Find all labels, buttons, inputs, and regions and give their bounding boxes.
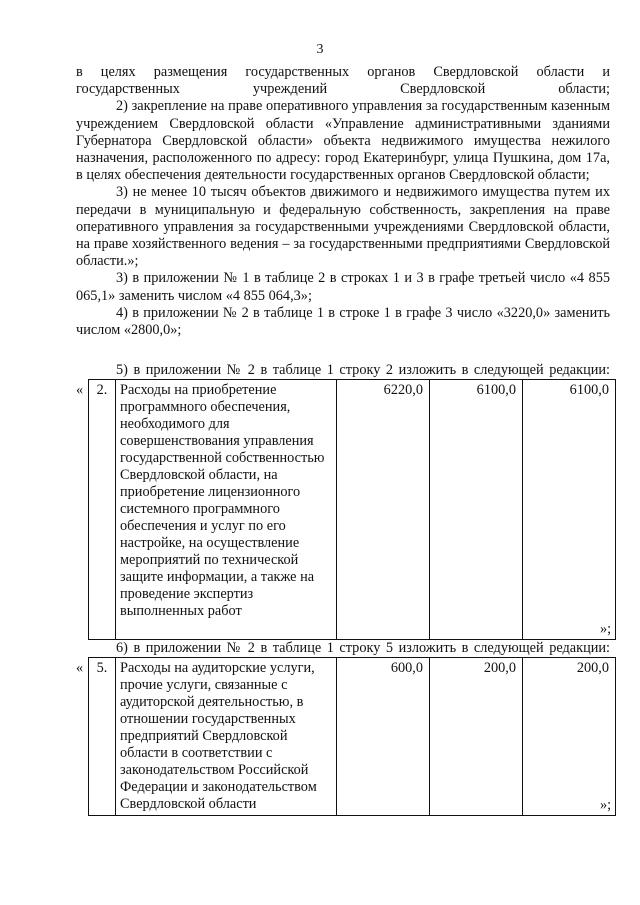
paragraph-4: 3) в приложении № 1 в таблице 2 в строках 1 и 3 в графе третьей число «4 855 065,1» заменить числом «4 855 064,3»;	[76, 270, 610, 304]
page-number: 3	[316, 42, 324, 57]
paragraph-3: 3) не менее 10 тысяч объектов движимого и недвижимого имущества путем их передачи в муниципальную и федеральную собственность, закрепления на праве оперативного управления за государственными учреждениями Свердловской области, на праве хозяйственного ведения – за государственными предприятиями Свердловской области.»;	[76, 184, 610, 270]
table-row-2	[88, 379, 616, 640]
row-value-3: 200,0	[523, 658, 616, 816]
close-quote-row-5: »;	[600, 797, 612, 813]
table-row	[89, 658, 616, 816]
item-6-intro: 6) в приложении № 2 в таблице 1 строку 5 изложить в следующей редакции:	[116, 640, 610, 656]
item-5-intro: 5) в приложении № 2 в таблице 1 строку 2 изложить в следующей редакции:	[116, 362, 610, 378]
paragraph-2: 2) закрепление на праве оперативного управления за государственным казенным учреждением Свердловской области «Управление административными зданиями Губернатора Свердловской области» объекта недвижимого имущества нежилого назначения, расположенного по адресу: город Екатеринбург, улица Пушкина, дом 17а, в целях обеспечения деятельности государственных органов Свердловской области;	[76, 98, 610, 184]
table-row	[89, 380, 616, 640]
open-quote-row-2: «	[76, 382, 84, 398]
paragraph-1: в целях размещения государственных органов Свердловской области и государственных учреждений Свердловской области;	[76, 64, 610, 98]
table-row-5	[88, 657, 616, 816]
open-quote-row-5: «	[76, 660, 84, 676]
row-value-2: 200,0	[430, 658, 523, 816]
row-value-1: 600,0	[337, 658, 430, 816]
row-number: 5.	[89, 658, 116, 816]
row-value-3: 6100,0	[523, 380, 616, 640]
row-number: 2.	[89, 380, 116, 640]
row-value-2: 6100,0	[430, 380, 523, 640]
paragraph-5: 4) в приложении № 2 в таблице 1 в строке 1 в графе 3 число «3220,0» заменить числом «2800,0»;	[76, 304, 610, 339]
close-quote-row-2: »;	[600, 621, 612, 637]
body-text	[76, 64, 610, 339]
row-description: Расходы на аудиторские услуги, прочие услуги, связанные с аудиторской деятельностью, в отношении государственных предприятий Свердловской области в соответствии с законодательством Российской Федерации и законодательством Свердловской области	[116, 658, 337, 816]
row-value-1: 6220,0	[337, 380, 430, 640]
row-description: Расходы на приобретение программного обеспечения, необходимого для совершенствования управления государственной собственностью Свердловской области, на приобретение лицензионного системного программного обеспечения и услуг по его настройке, на осуществление мероприятий по технической защите информации, а также на проведение экспертиз выполненных работ	[116, 380, 337, 640]
